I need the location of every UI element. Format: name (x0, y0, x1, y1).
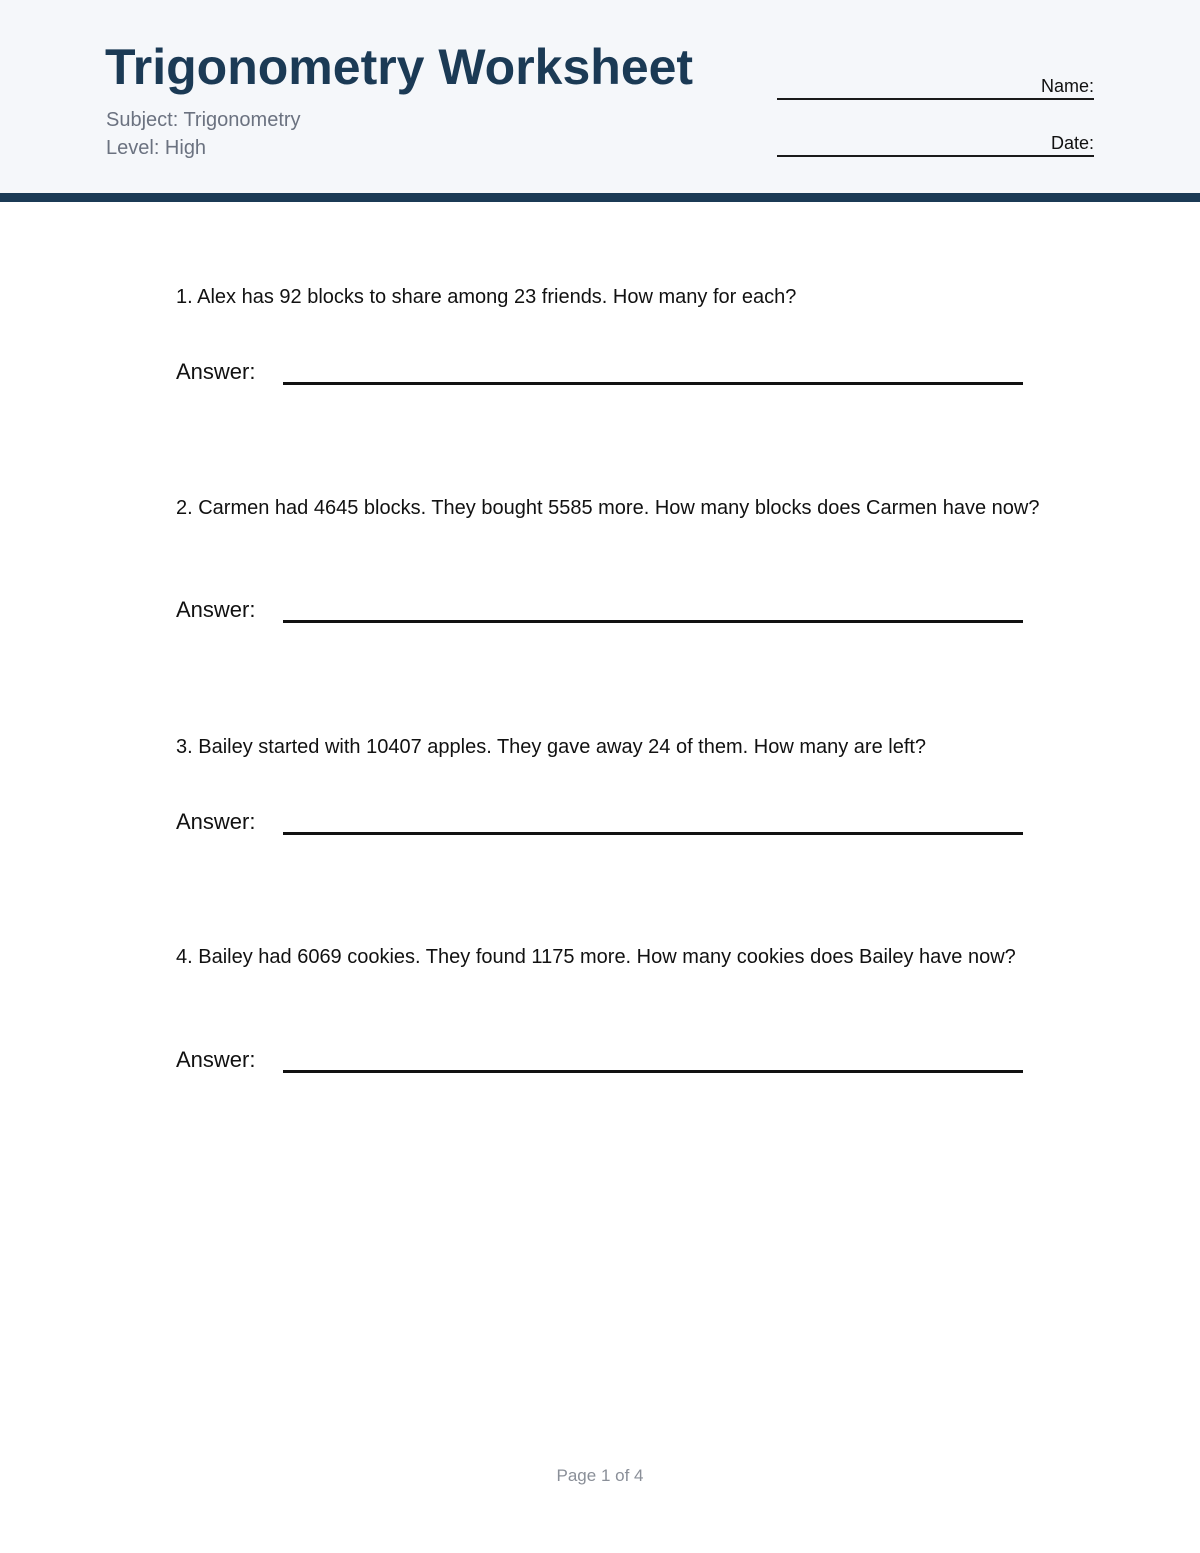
answer-line-3[interactable] (283, 832, 1023, 835)
answer-row (176, 358, 1024, 388)
date-label: Date: (1050, 133, 1094, 153)
name-label: Name: (1040, 76, 1094, 96)
worksheet-header (0, 0, 1200, 193)
page-title: Trigonometry Worksheet (105, 39, 694, 95)
page-number: Page 1 of 4 (556, 1466, 644, 1485)
question-text: 1. Alex has 92 blocks to share among 23 friends. How many for each? (176, 286, 797, 308)
question-1 (176, 283, 1066, 384)
question-4 (176, 943, 1066, 1072)
question-text: 3. Bailey started with 10407 apples. They gave away 24 of them. How many are left? (176, 736, 927, 758)
answer-label: Answer: (176, 809, 256, 834)
header-divider (0, 193, 1200, 202)
question-text: 2. Carmen had 4645 blocks. They bought 5585 more. How many blocks does Carmen have now? (176, 497, 1040, 519)
answer-row (176, 808, 1024, 838)
answer-row (176, 596, 1024, 626)
answer-line-4[interactable] (283, 1070, 1023, 1073)
question-text: 4. Bailey had 6069 cookies. They found 1175 more. How many cookies does Bailey have now? (176, 946, 1016, 968)
answer-row (176, 1046, 1024, 1076)
date-field[interactable] (777, 129, 1094, 157)
subject-label: Subject: Trigonometry (106, 109, 301, 131)
answer-line-2[interactable] (283, 620, 1023, 623)
answer-line-1[interactable] (283, 382, 1023, 385)
question-2 (176, 494, 1066, 622)
answer-label: Answer: (176, 359, 256, 384)
name-field[interactable] (777, 72, 1094, 100)
question-3 (176, 733, 1066, 834)
level-label: Level: High (106, 137, 207, 159)
answer-label: Answer: (176, 1047, 256, 1072)
answer-label: Answer: (176, 597, 256, 622)
